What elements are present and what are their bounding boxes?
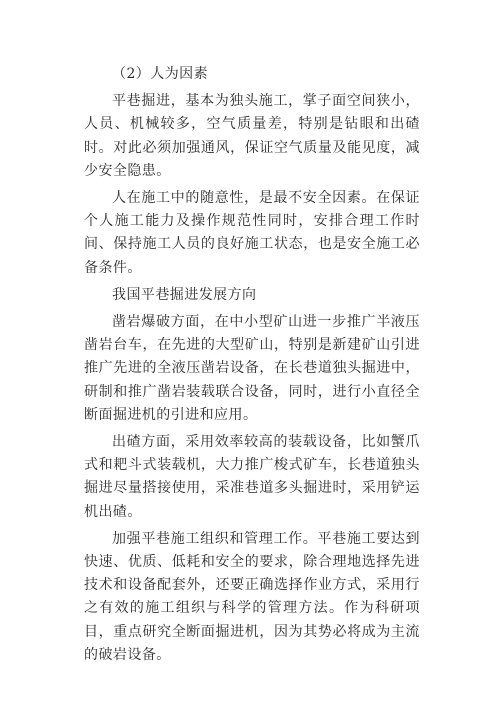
subheading-development-direction: 我国平巷掘进发展方向 [112, 286, 257, 303]
paragraph-tunneling-conditions: 平巷掘进，基本为独头施工，掌子面空间狭小，人员、机械较多，空气质量差，特别是钻眼和出碴时。对此必须加强通风，保证空气质量及能见度，减少安全隐患。 [84, 93, 420, 179]
paragraph-mucking: 出碴方面，采用效率较高的装载设备，比如蟹爪式和耙斗式装载机，大力推广梭式矿车，长巷道独头掘进尽量搭接使用，采准巷道多头掘进时，采用铲运机出碴。 [84, 434, 420, 520]
paragraph-drilling-blasting: 凿岩爆破方面，在中小型矿山进一步推广半液压凿岩台车，在先进的大型矿山，特别是新建矿山引进推广先进的全液压凿岩设备，在长巷道独头掘进中，研制和推广凿岩装载联合设备，同时，进行小直径全断面掘进机的引进和应用。 [84, 314, 420, 423]
document-body [84, 63, 420, 667]
paragraph-organization-management: 加强平巷施工组织和管理工作。平巷施工要达到快速、优质、低耗和安全的要求，除合理地选择先进技术和设备配套外，还要正确选择作业方式，采用行之有效的施工组织与科学的管理方法。作为科研项目，重点研究全断面掘进机，因为其势必将成为主流的破岩设备。 [84, 530, 420, 663]
section-heading: （2）人为因素 [112, 66, 209, 82]
paragraph-human-factors: 人在施工中的随意性，是最不安全因素。在保证个人施工能力及操作规范性同时，安排合理工作时间、保持施工人员的良好施工状态，也是安全施工必备条件。 [84, 190, 420, 276]
